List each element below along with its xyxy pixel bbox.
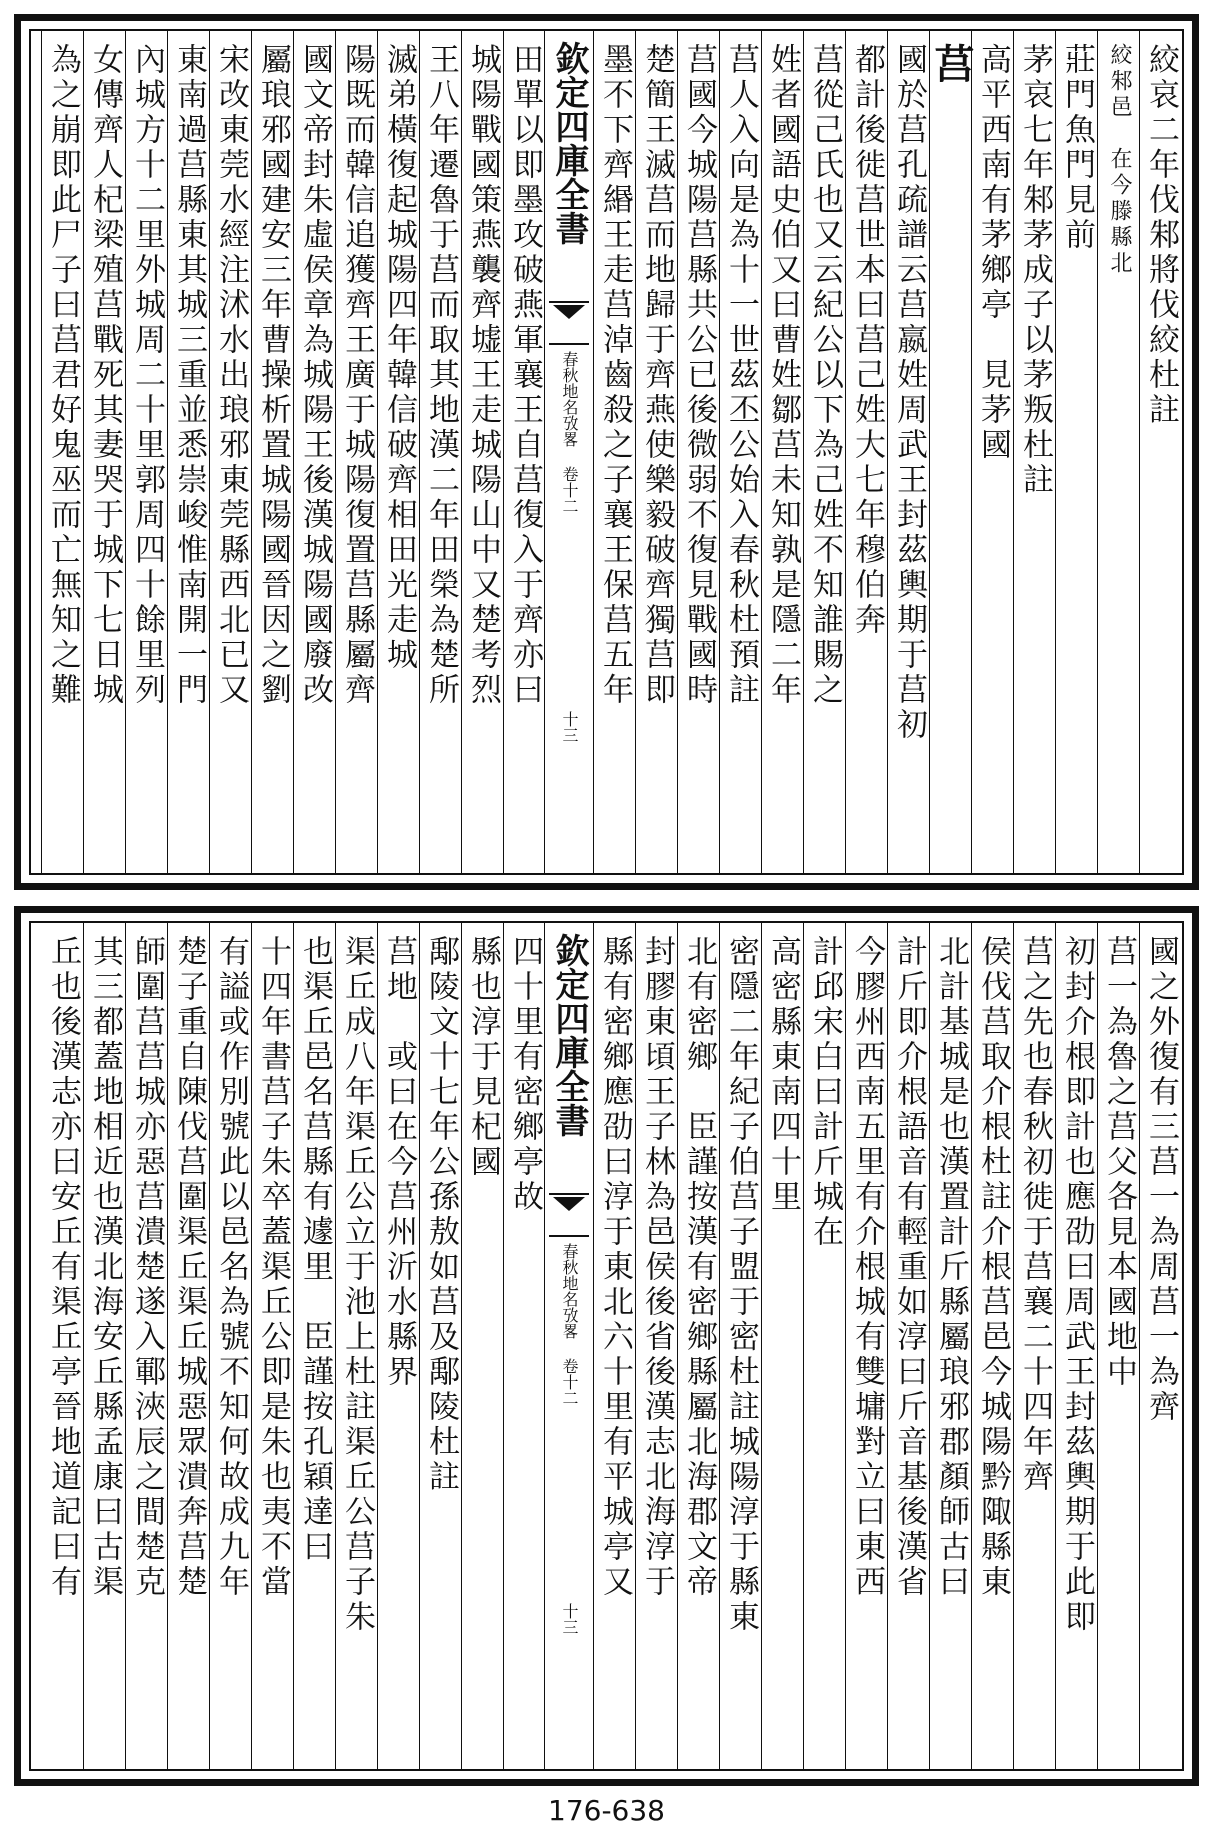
text-column [419,923,462,1769]
column-text: 王八年遷魯于莒而取其地漢二年田榮為楚所 [423,43,459,708]
column-text: 女傳齊人杞梁殖莒戰死其妻哭于城下七日城 [87,43,123,708]
text-column [928,31,975,873]
text-column [83,31,126,873]
text-column-overflow [31,31,42,873]
text-column [167,923,210,1769]
text-column [971,31,1014,873]
text-column [167,31,210,873]
text-column [335,923,378,1769]
text-column [125,923,168,1769]
column-text: 姓者國語史伯又曰曹姓鄒莒未知孰是隱二年 [765,43,801,708]
column-text: 莒之先也春秋初徙于莒襄二十四年齊 [1017,935,1053,1495]
text-column [677,923,720,1769]
text-column [1139,31,1182,873]
book-title: 欽定四庫全書 [549,41,589,245]
book-title: 欽定四庫全書 [549,933,589,1137]
text-column [635,31,678,873]
column-text: 田單以即墨攻破燕軍襄王自莒復入于齊亦曰 [507,43,543,708]
column-text: 楚子重自陳伐莒圍渠丘渠丘城惡眾潰奔莒楚 [171,935,207,1600]
column-text: 師圍莒莒城亦惡莒潰楚遂入鄆浹辰之間楚克 [129,935,165,1600]
text-column [761,923,804,1769]
column-text: 四十里有密鄉亭故 [507,935,543,1215]
column-text: 莒一為魯之莒父各見本國地中 [1101,935,1137,1390]
text-column [887,31,930,873]
column-text: 縣有密鄉應劭曰淳于東北六十里有平城亭又 [597,935,633,1600]
column-text: 密隱二年紀子伯莒子盟于密杜註城陽淳于縣東 [723,935,759,1635]
text-column [971,923,1014,1769]
column-text: 楚簡王滅莒而地歸于齊燕使樂毅破齊獨莒即 [639,43,675,708]
column-text: 內城方十二里外城周二十里郭周四十餘里列 [129,43,165,708]
text-column [1139,923,1182,1769]
text-column [251,31,294,873]
text-column [503,31,546,873]
text-column [1013,31,1056,873]
column-text: 封膠東頃王子林為邑侯後省後漢志北海淳于 [639,935,675,1600]
column-text: 國之外復有三莒一為周莒一為齊 [1143,935,1179,1425]
text-column [251,923,294,1769]
text-column [83,923,126,1769]
column-text: 莒地 或曰在今莒州沂水縣界 [381,935,417,1390]
text-column [1097,923,1140,1769]
text-column [719,31,762,873]
text-column [887,923,930,1769]
text-column [209,923,252,1769]
text-column [719,923,762,1769]
lower-page-inner-border [29,921,1184,1771]
text-column [461,31,504,873]
folio-number: 十三 [560,711,579,743]
upper-page-frame [14,14,1199,890]
text-column [677,31,720,873]
column-text: 計斤即介根語音有輕重如淳曰斤音基後漢省 [891,935,927,1600]
work-title-text: 春秋地名攷畧 [560,1243,579,1339]
lower-page-frame [14,906,1199,1786]
column-text: 絞哀二年伐邾將伐絞杜註 [1143,43,1179,428]
text-column [803,923,846,1769]
center-fold-column [544,923,594,1769]
text-column [803,31,846,873]
column-text: 其三都蓋地相近也漢北海安丘縣孟康曰古渠 [87,935,123,1600]
column-text: 為之崩即此尸子曰莒君好鬼巫而亡無知之難 [45,43,81,708]
text-column [503,923,546,1769]
page-number: 176-638 [548,1794,665,1827]
text-column [377,923,420,1769]
text-column [761,31,804,873]
text-column [593,923,636,1769]
column-text: 計邱宋白曰計斤城在 [807,935,843,1250]
column-text: 茅哀七年邾茅成子以茅叛杜註 [1017,43,1053,498]
column-text: 高密縣東南四十里 [765,935,801,1215]
column-text: 丘也後漢志亦曰安丘有渠丘亭晉地道記曰有 [45,935,81,1600]
work-title [545,351,593,514]
column-text: 都計後徙莒世本曰莒己姓大七年穆伯奔 [849,43,885,638]
text-column [1013,923,1056,1769]
column-text: 北有密鄉 臣謹按漢有密鄉縣屬北海郡文帝 [681,935,717,1600]
column-text: 國文帝封朱虛侯章為城陽王後漢城陽國廢改 [297,43,333,708]
text-column [845,923,888,1769]
column-text: 滅弟橫復起城陽四年韓信破齊相田光走城 [381,43,417,673]
column-text: 縣也淳于見杞國 [465,935,501,1180]
column-text: 今膠州西南五里有介根城有雙墉對立曰東西 [849,935,885,1600]
column-text: 莒國今城陽莒縣共公已後微弱不復見戰國時 [681,43,717,708]
column-text: 十四年書莒子朱卒蓋渠丘公即是朱也夷不當 [255,935,291,1600]
work-title-text: 春秋地名攷畧 [560,351,579,447]
column-text: 國於莒孔疏譜云莒嬴姓周武王封茲輿期于莒初 [891,43,927,743]
column-text: 也渠丘邑名莒縣有遽里 臣謹按孔穎達曰 [297,935,333,1565]
column-text: 宋改東莞水經注沭水出琅邪東莞縣西北已又 [213,43,249,708]
juan-text: 卷十二 [560,1358,579,1406]
text-column [335,31,378,873]
text-column [1055,31,1098,873]
text-column [1097,31,1140,873]
text-column [377,31,420,873]
text-column [125,31,168,873]
column-text: 侯伐莒取介根杜註介根莒邑今城陽黔陬縣東 [975,935,1011,1600]
text-column [593,31,636,873]
fishtail-mark-icon [549,301,589,345]
column-text: 渠丘成八年渠丘公立于池上杜註渠丘公莒子朱 [339,935,375,1635]
column-text: 北計基城是也漢置計斤縣屬琅邪郡顏師古曰 [933,935,969,1600]
column-text: 東南過莒縣東其城三重並悉崇峻惟南開一門 [171,43,207,708]
text-column [209,31,252,873]
column-text: 絞邾邑 在今滕縣北 [1107,43,1132,277]
text-column [635,923,678,1769]
text-column [42,923,84,1769]
center-fold-column [544,31,594,873]
column-text: 屬琅邪國建安三年曹操析置城陽國晉因之劉 [255,43,291,708]
text-column [461,923,504,1769]
column-text: 墨不下齊緡王走莒淖齒殺之子襄王保莒五年 [597,43,633,708]
folio-number: 十三 [560,1603,579,1635]
column-text: 鄅陵文十七年公孫敖如莒及鄅陵杜註 [423,935,459,1495]
column-heading: 莒 [928,43,975,87]
text-column [41,31,84,873]
column-text: 有謚或作別號此以邑名為號不知何故成九年 [213,935,249,1600]
text-column [293,923,336,1769]
juan-text: 卷十二 [560,466,579,514]
column-text: 城陽戰國策燕襲齊墟王走城陽山中又楚考烈 [465,43,501,708]
column-text: 高平西南有茅鄉亭 見茅國 [975,43,1011,463]
text-column [293,31,336,873]
text-column [845,31,888,873]
column-text: 莒從己氏也又云紀公以下為己姓不知誰賜之 [807,43,843,708]
column-text: 莒人入向是為十一世茲丕公始入春秋杜預註 [723,43,759,708]
column-text: 陽既而韓信追獲齊王廣于城陽復置莒縣屬齊 [339,43,375,708]
text-column [929,923,972,1769]
column-text: 初封介根即計也應劭曰周武王封茲輿期于此即 [1059,935,1095,1635]
fishtail-mark-icon [549,1193,589,1237]
text-column [419,31,462,873]
text-column [1055,923,1098,1769]
column-text: 莊門魚門見前 [1059,43,1095,253]
upper-page-inner-border [29,29,1184,875]
work-title [545,1243,593,1406]
